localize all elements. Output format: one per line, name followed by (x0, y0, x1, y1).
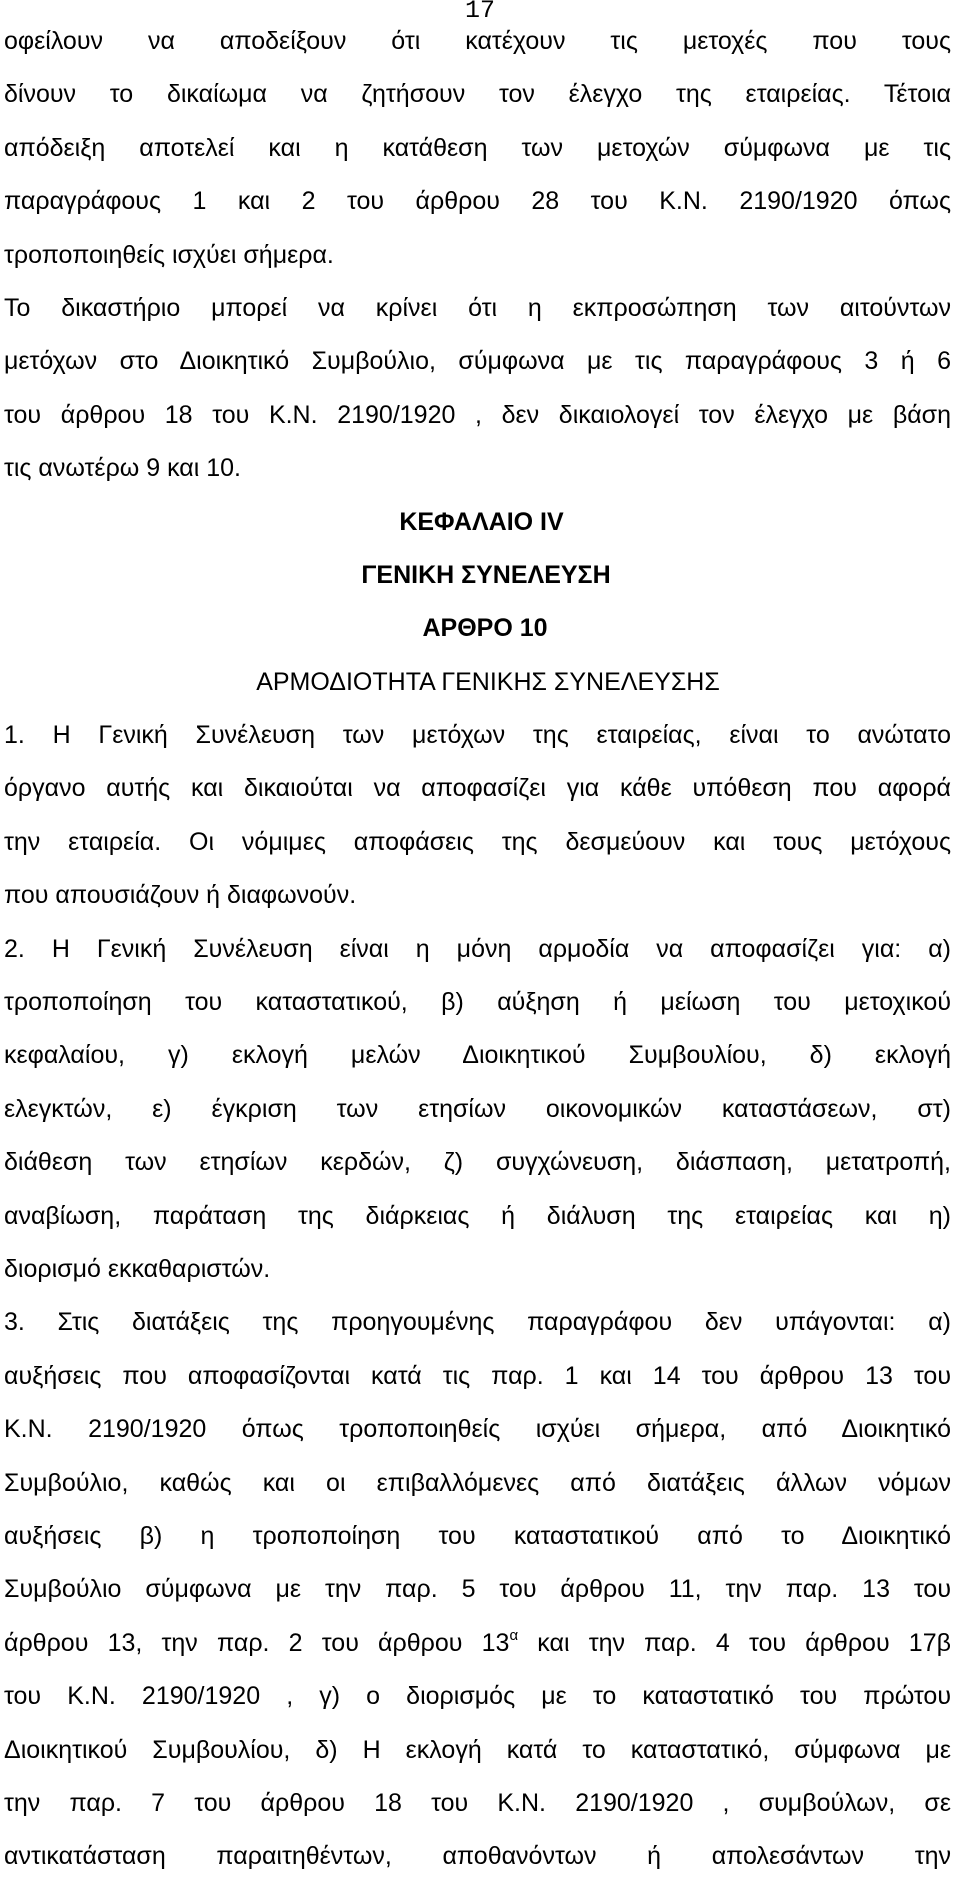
text-line: 2. Η Γενική Συνέλευση είναι η μόνη αρμοδία να αποφασίζει για: α) (4, 934, 951, 963)
text-line: διορισμό εκκαθαριστών. (4, 1254, 271, 1283)
text-line: τροποποίηση του καταστατικού, β) αύξηση ή μείωση του μετοχικού (4, 988, 951, 1017)
paragraph-intro (0, 15, 960, 282)
text-line: τροποποιηθείς ισχύει σήμερα. (4, 240, 334, 269)
text-line: του Κ.Ν. 2190/1920 , γ) ο διορισμός με το καταστατικό του πρώτου (4, 1682, 951, 1711)
text-line: μετόχων στο Διοικητικό Συμβούλιο, σύμφωνα με τις παραγράφους 3 ή 6 (4, 347, 951, 376)
document-body (0, 15, 960, 1884)
page-number: 17 (464, 0, 495, 25)
text-line: ελεγκτών, ε) έγκριση των ετησίων οικονομικών καταστάσεων, στ) (4, 1094, 951, 1123)
text-line: αυξήσεις β) η τροποποίηση του καταστατικού από το Διοικητικό (4, 1521, 951, 1550)
section-3 (0, 1296, 960, 1883)
text-line: κεφαλαίου, γ) εκλογή μελών Διοικητικού Συμβουλίου, δ) εκλογή (4, 1041, 951, 1070)
chapter-heading: ΚΕΦΑΛΑΙΟ IV (399, 507, 564, 536)
section-2 (0, 923, 960, 1297)
text-line: διάθεση των ετησίων κερδών, ζ) συγχώνευση, διάσπαση, μετατροπή, (4, 1148, 951, 1177)
text-line: Συμβούλιο, καθώς και οι επιβαλλόμενες από διατάξεις άλλων νόμων (4, 1468, 951, 1497)
competence-heading: ΑΡΜΟΔΙΟΤΗΤΑ ΓΕΝΙΚΗΣ ΣΥΝΕΛΕΥΣΗΣ (256, 667, 720, 696)
text-line: 3. Στις διατάξεις της προηγουμένης παραγράφου δεν υπάγονται: α) (4, 1308, 951, 1337)
text-line: όργανο αυτής και δικαιούται να αποφασίζει για κάθε υπόθεση που αφορά (4, 774, 951, 803)
text-line: οφείλουν να αποδείξουν ότι κατέχουν τις μετοχές που τους (4, 27, 951, 55)
text-line: αναβίωση, παράταση της διάρκειας ή διάλυση της εταιρείας και η) (4, 1201, 951, 1230)
text-line: που απουσιάζουν ή διαφωνούν. (4, 881, 357, 910)
text-line: την παρ. 7 του άρθρου 18 του Κ.Ν. 2190/1920 , συμβούλων, σε (4, 1788, 951, 1817)
text-line: Διοικητικού Συμβουλίου, δ) Η εκλογή κατά το καταστατικό, σύμφωνα με (4, 1735, 951, 1764)
superscript-alpha: α (509, 1626, 519, 1644)
article-heading: ΑΡΘΡΟ 10 (422, 614, 548, 643)
text-line: του άρθρου 18 του Κ.Ν. 2190/1920 , δεν δικαιολογεί τον έλεγχο με βάση (4, 400, 951, 429)
section-1 (0, 709, 960, 923)
text-line: παραγράφους 1 και 2 του άρθρου 28 του Κ.Ν. 2190/1920 όπως (4, 187, 951, 216)
text-line: Συμβούλιο σύμφωνα με την παρ. 5 του άρθρου 11, την παρ. 13 του (4, 1575, 951, 1604)
text-line: απόδειξη αποτελεί και η κατάθεση των μετοχών σύμφωνα με τις (4, 133, 951, 162)
paragraph-court (0, 282, 960, 496)
text-line: Κ.Ν. 2190/1920 όπως τροποποιηθείς ισχύει σήμερα, από Διοικητικό (4, 1415, 951, 1444)
text-line: αυξήσεις που αποφασίζονται κατά τις παρ. 1 και 14 του άρθρου 13 του (4, 1361, 951, 1390)
general-assembly-heading: ΓΕΝΙΚΗ ΣΥΝΕΛΕΥΣΗ (361, 560, 611, 589)
text-line: 1. Η Γενική Συνέλευση των μετόχων της εταιρείας, είναι το ανώτατο (4, 721, 951, 750)
text-line-with-superscript (4, 1617, 951, 1670)
text-line: τις ανωτέρω 9 και 10. (4, 454, 241, 483)
text-line: δίνουν το δικαίωμα να ζητήσουν τον έλεγχο της εταιρείας. Τέτοια (4, 80, 951, 109)
text-line: την εταιρεία. Οι νόμιμες αποφάσεις της δεσμεύουν και τους μετόχους (4, 827, 951, 856)
text-line: αντικατάσταση παραιτηθέντων, αποθανόντων ή απολεσάντων την (4, 1842, 951, 1871)
text-before-superscript: άρθρου 13, την παρ. 2 του άρθρου 13 (4, 1628, 510, 1657)
text-after-superscript: και την παρ. 4 του άρθρου 17β (518, 1628, 951, 1657)
text-line: Το δικαστήριο μπορεί να κρίνει ότι η εκπροσώπηση των αιτούντων (4, 293, 951, 322)
